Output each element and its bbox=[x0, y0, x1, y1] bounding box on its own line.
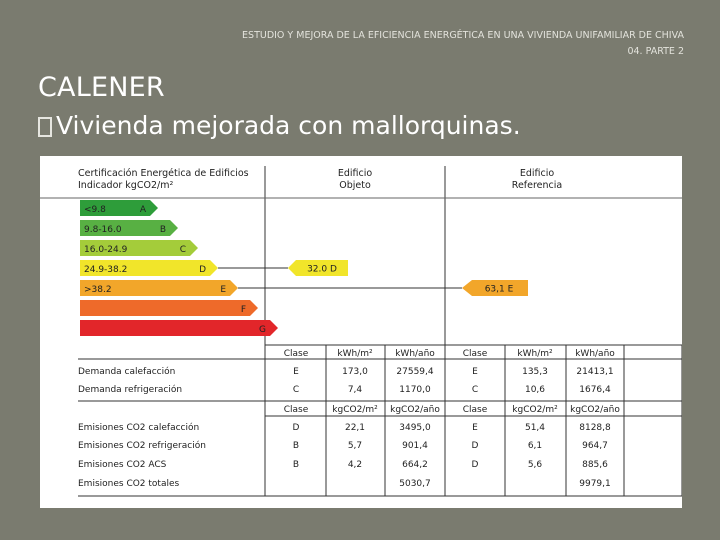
table-row bbox=[78, 479, 611, 489]
table-cell: 885,6 bbox=[582, 460, 608, 470]
subtitle-text: Vivienda mejorada con mallorquinas. bbox=[56, 111, 521, 140]
table-cell: 8128,8 bbox=[579, 423, 611, 433]
row-label: Emisiones CO2 calefacción bbox=[78, 423, 200, 433]
row-label: Emisiones CO2 refrigeración bbox=[78, 441, 206, 451]
scale-bar-f bbox=[80, 300, 258, 316]
scale-range: 16.0-24.9 bbox=[84, 245, 128, 255]
col-ref-1: Edificio bbox=[519, 168, 555, 179]
table-cell: 5030,7 bbox=[399, 479, 431, 489]
scale-letter: A bbox=[139, 205, 146, 215]
table-cell: D bbox=[471, 460, 479, 470]
slide-header bbox=[124, 28, 684, 60]
calener-certificate-panel bbox=[40, 156, 682, 508]
table-cell: 5,6 bbox=[527, 460, 543, 470]
slide-title: CALENER bbox=[38, 72, 165, 103]
scale-letter: C bbox=[179, 245, 186, 255]
table-cell: 21413,1 bbox=[576, 367, 614, 377]
table-row bbox=[78, 460, 608, 470]
table-cell: 3495,0 bbox=[399, 423, 431, 433]
col-objeto-1: Edificio bbox=[337, 168, 373, 179]
table-cell: 5,7 bbox=[347, 441, 363, 451]
table-cell: 9979,1 bbox=[579, 479, 611, 489]
table-header: kgCO2/año bbox=[570, 405, 620, 415]
scale-bar-b bbox=[80, 220, 178, 236]
table-header: kWh/año bbox=[575, 349, 615, 359]
table-cell: 7,4 bbox=[347, 385, 363, 395]
certificate-figure bbox=[40, 156, 682, 508]
scale-range: >38.2 bbox=[84, 285, 112, 295]
table-cell: C bbox=[471, 385, 479, 395]
table-cell: B bbox=[292, 441, 300, 451]
table-header: Clase bbox=[283, 405, 309, 415]
table-cell: D bbox=[292, 423, 300, 433]
header-line-1: ESTUDIO Y MEJORA DE LA EFICIENCIA ENERGÉTICA EN UNA VIVIENDA UNIFAMILIAR DE CHIVA bbox=[242, 30, 684, 41]
table-cell: 10,6 bbox=[524, 385, 546, 395]
col-objeto-2: Objeto bbox=[339, 180, 371, 191]
table-cell: 51,4 bbox=[524, 423, 546, 433]
scale-range: 9.8-16.0 bbox=[84, 225, 122, 235]
table-cell: 964,7 bbox=[582, 441, 608, 451]
table-row bbox=[78, 384, 611, 395]
table-cell: D bbox=[471, 441, 479, 451]
scale-bar-a bbox=[80, 200, 158, 216]
scale-letter: F bbox=[240, 305, 246, 315]
table-row bbox=[78, 422, 611, 433]
panel-heading-1: Certificación Energética de Edificios bbox=[78, 168, 249, 179]
scale-letter: B bbox=[159, 225, 166, 235]
table-header: kgCO2/m² bbox=[512, 405, 558, 415]
ref-class-label: 63,1 E bbox=[484, 284, 514, 295]
header-line-2: 04. PARTE 2 bbox=[627, 46, 684, 57]
scale-bar-shape bbox=[80, 300, 258, 316]
table-header: kgCO2/año bbox=[390, 405, 440, 415]
scale-bar-e bbox=[80, 280, 238, 296]
scale-range: <9.8 bbox=[84, 205, 106, 215]
slide-subtitle bbox=[38, 111, 521, 140]
table-row bbox=[78, 440, 608, 451]
table-cell: 1170,0 bbox=[399, 385, 431, 395]
panel-heading-2: Indicador kgCO2/m² bbox=[78, 180, 174, 191]
demand-table bbox=[78, 349, 615, 395]
table-cell: 664,2 bbox=[402, 460, 428, 470]
scale-bar-c bbox=[80, 240, 198, 256]
bullet-icon bbox=[38, 117, 52, 137]
table-cell: 173,0 bbox=[342, 367, 368, 377]
table-header: kgCO2/m² bbox=[332, 405, 378, 415]
table-header: Clase bbox=[462, 405, 488, 415]
objeto-class-label: 32.0 D bbox=[307, 264, 337, 275]
scale-bar-d bbox=[80, 260, 218, 276]
table-header: kWh/m² bbox=[337, 349, 373, 359]
row-label: Demanda refrigeración bbox=[78, 385, 183, 395]
table-cell: 6,1 bbox=[527, 441, 543, 451]
table-header: kWh/m² bbox=[517, 349, 553, 359]
table-cell: E bbox=[472, 367, 478, 377]
table-cell: C bbox=[292, 385, 300, 395]
table-row bbox=[78, 366, 614, 377]
table-cell: E bbox=[293, 367, 299, 377]
col-ref-2: Referencia bbox=[511, 180, 563, 191]
table-cell: 1676,4 bbox=[579, 385, 611, 395]
row-label: Emisiones CO2 ACS bbox=[78, 460, 167, 470]
table-cell: B bbox=[292, 460, 300, 470]
table-cell: 4,2 bbox=[347, 460, 363, 470]
table-header: kWh/año bbox=[395, 349, 435, 359]
table-header: Clase bbox=[283, 349, 309, 359]
scale-letter: D bbox=[199, 265, 206, 275]
table-cell: 22,1 bbox=[344, 423, 366, 433]
results-tables bbox=[78, 349, 620, 489]
table-header: Clase bbox=[462, 349, 488, 359]
table-cell: 901,4 bbox=[402, 441, 428, 451]
scale-letter: G bbox=[259, 325, 266, 335]
scale-letter: E bbox=[220, 285, 226, 295]
table-cell: 27559,4 bbox=[396, 367, 434, 377]
scale-bar-g bbox=[80, 320, 278, 336]
emissions-table bbox=[78, 405, 620, 489]
row-label: Emisiones CO2 totales bbox=[78, 479, 180, 489]
table-cell: 135,3 bbox=[522, 367, 548, 377]
scale-range: 24.9-38.2 bbox=[84, 265, 128, 275]
scale-bar-shape bbox=[80, 320, 278, 336]
table-cell: E bbox=[472, 423, 478, 433]
row-label: Demanda calefacción bbox=[78, 367, 176, 377]
